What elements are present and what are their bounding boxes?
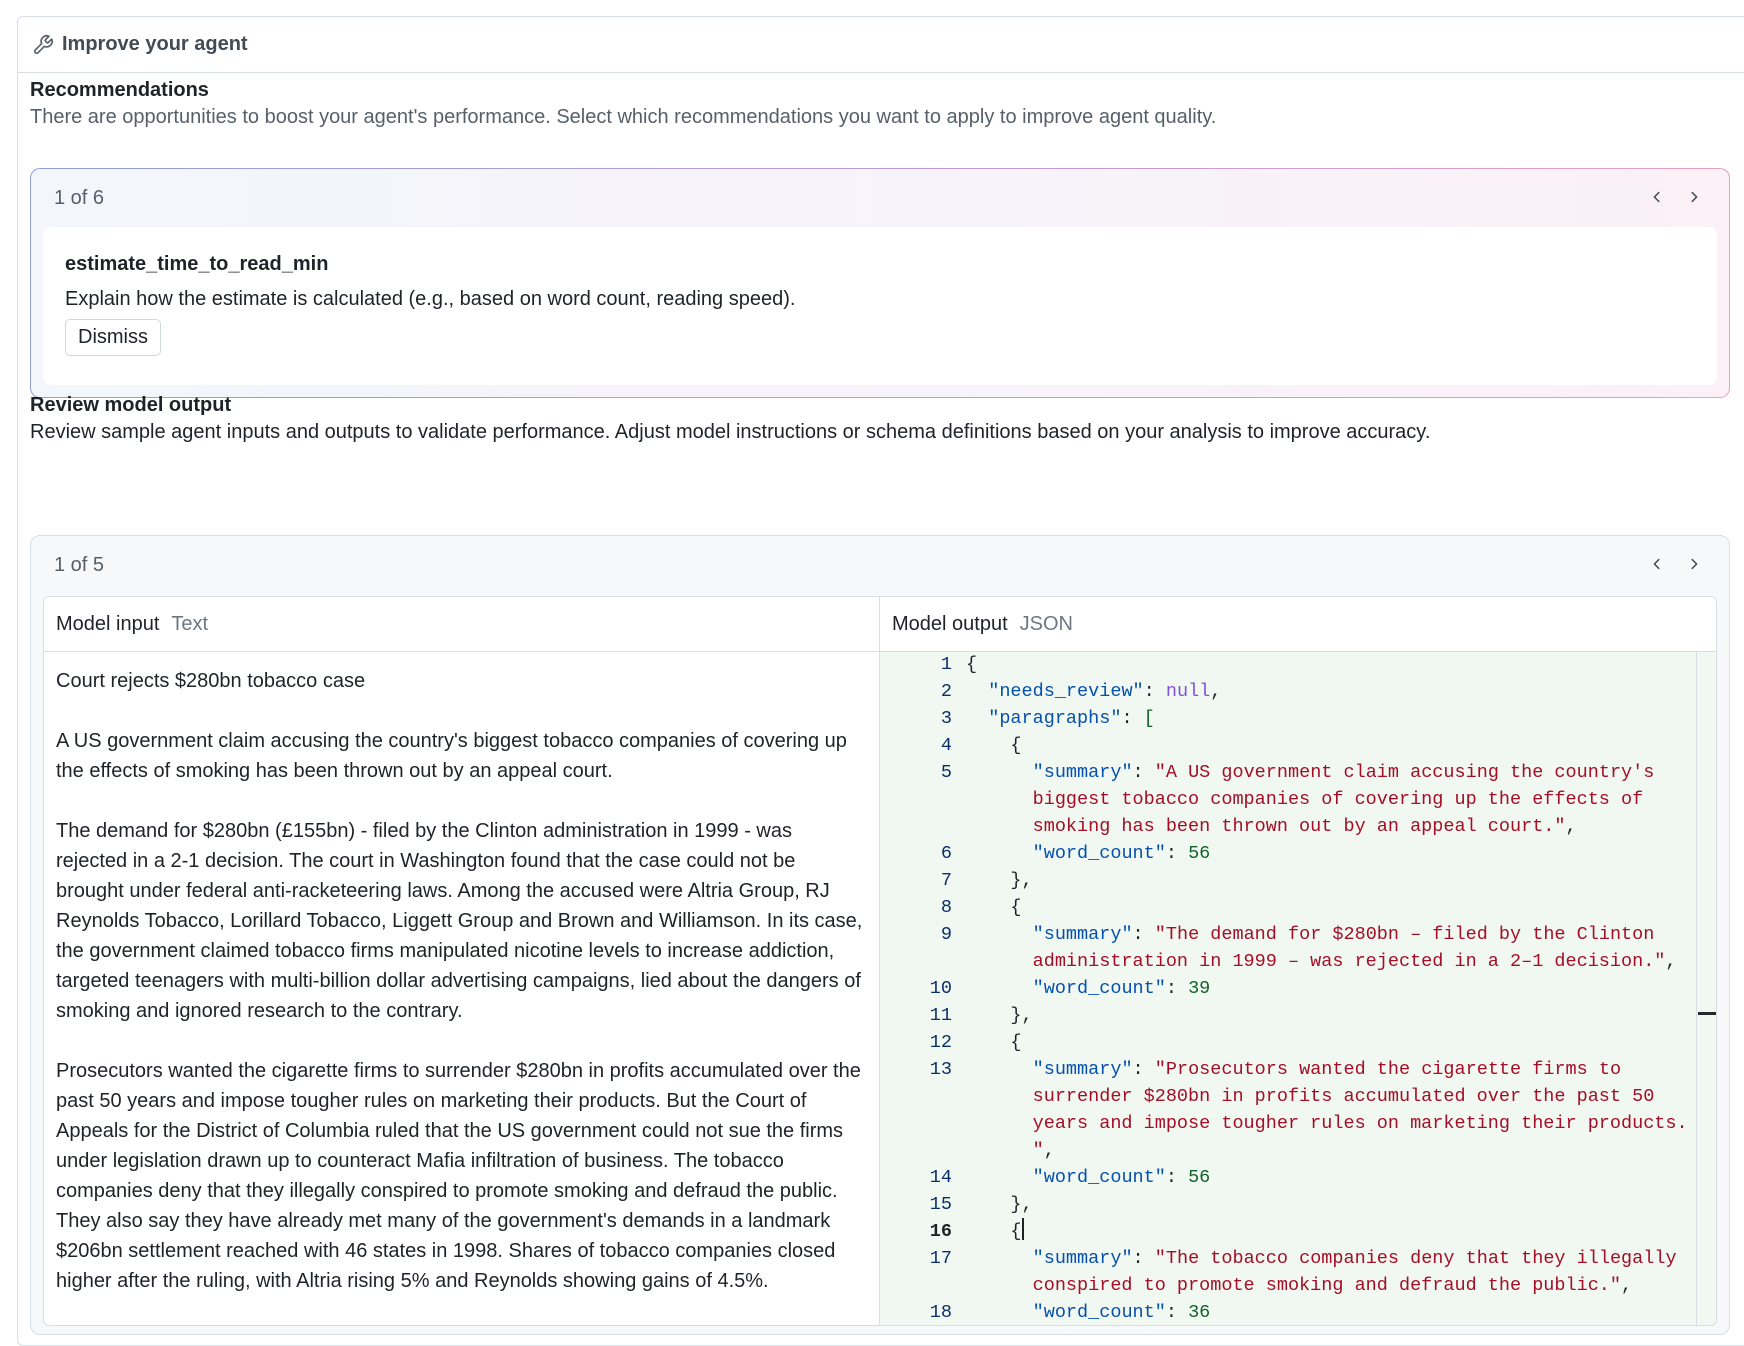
code-token: [966, 978, 1033, 999]
code-token: ,: [1621, 1275, 1633, 1296]
line-number: 13: [929, 1059, 952, 1080]
code-token: [966, 681, 988, 702]
code-token: :: [1165, 978, 1189, 999]
code-token: smoking has been thrown out by an appeal court.": [966, 816, 1566, 837]
code-text: [952, 759, 1654, 786]
chevron-right-icon: [1687, 190, 1701, 204]
line-number: 4: [940, 735, 952, 756]
line-number: 14: [929, 1167, 952, 1188]
code-text: [952, 948, 1677, 975]
code-token: "summary": [1032, 924, 1133, 945]
model-input-text[interactable]: [44, 652, 880, 1326]
code-line: [880, 948, 1688, 975]
code-text: [952, 705, 1155, 732]
code-line: [880, 1083, 1688, 1110]
code-token: 36: [1188, 1302, 1211, 1323]
input-paragraph: Court rejects $280bn tobacco case: [56, 670, 366, 692]
line-number: 18: [929, 1302, 952, 1323]
code-token: },: [966, 1005, 1033, 1026]
code-token: "summary": [1032, 1059, 1133, 1080]
code-token: administration in 1999 – was rejected in a 2–1 decision.": [966, 951, 1666, 972]
code-text: [952, 1245, 1677, 1272]
code-text: [952, 1164, 1210, 1191]
code-line: [880, 705, 1688, 732]
code-token: [966, 1302, 1033, 1323]
code-text: [952, 1137, 1055, 1164]
code-token: years and impose tougher rules on marketing their products.: [966, 1113, 1688, 1134]
code-token: "summary": [1032, 1248, 1133, 1269]
line-number: [880, 786, 952, 813]
review-description: Review sample agent inputs and outputs to validate performance. Adjust model instructions or schema definitions based on your analysis to improve accuracy.: [30, 421, 1431, 443]
code-token: conspired to promote smoking and defraud the public.": [966, 1275, 1622, 1296]
model-input-header: [44, 597, 880, 652]
code-token: "word_count": [1032, 978, 1166, 999]
code-token: [966, 1059, 1033, 1080]
line-number: 10: [929, 978, 952, 999]
code-text: [952, 867, 1033, 894]
code-text: [952, 786, 1643, 813]
code-line: [880, 1056, 1688, 1083]
code-token: ,: [1043, 1140, 1055, 1161]
code-line: [880, 1299, 1688, 1326]
line-number: 3: [940, 708, 952, 729]
code-token: "word_count": [1032, 1302, 1166, 1323]
code-token: ": [966, 1140, 1044, 1161]
code-token: "The demand for $280bn – filed by the Clinton: [1154, 924, 1655, 945]
code-line: [880, 759, 1688, 786]
recommendations-title: Recommendations: [30, 79, 209, 101]
recommendation-card: [30, 168, 1730, 398]
model-output-type: JSON: [1019, 612, 1073, 635]
line-number: [880, 1137, 952, 1164]
improve-agent-panel: [17, 16, 1744, 1346]
model-output-editor[interactable]: [880, 652, 1717, 1326]
input-paragraph: A US government claim accusing the country's biggest tobacco companies of covering up the effects of smoking has been thrown out by an appeal court.: [56, 730, 847, 782]
code-token: null: [1165, 681, 1211, 702]
line-number: 12: [929, 1032, 952, 1053]
review-card: [30, 535, 1730, 1335]
code-text: [952, 732, 1022, 759]
line-number: 11: [929, 1005, 952, 1026]
code-token: ,: [1210, 681, 1222, 702]
code-token: [: [1143, 708, 1155, 729]
code-line: [880, 921, 1688, 948]
recommendation-name: estimate_time_to_read_min: [65, 253, 329, 275]
code-text: [952, 1191, 1033, 1218]
line-number: 17: [929, 1248, 952, 1269]
chevron-right-icon: [1687, 557, 1701, 571]
code-token: {: [966, 654, 978, 675]
input-output-box: [43, 596, 1717, 1326]
code-token: biggest tobacco companies of covering up the effects of: [966, 789, 1644, 810]
panel-title: Improve your agent: [62, 33, 248, 55]
code-line: [880, 652, 1688, 678]
line-number: 2: [940, 681, 952, 702]
code-token: "A US government claim accusing the country's: [1154, 762, 1655, 783]
model-output-label: Model output: [892, 612, 1008, 635]
code-text: [952, 652, 977, 678]
model-output-header: [880, 597, 1717, 652]
code-token: :: [1165, 1302, 1189, 1323]
code-text: [952, 975, 1210, 1002]
line-number: 7: [940, 870, 952, 891]
code-token: {: [966, 1221, 1022, 1242]
code-line: [880, 1272, 1688, 1299]
code-text: [952, 921, 1654, 948]
code-text: [952, 894, 1022, 921]
json-code: [880, 652, 1688, 1326]
code-token: :: [1132, 1248, 1155, 1269]
code-token: :: [1143, 681, 1166, 702]
input-paragraph: Prosecutors wanted the cigarette firms to surrender $280bn in profits accumulated over the past 50 years and impose tougher rules on marketing their products. But the Court of Appeals for the District of Columbia ruled that the US government could not sue the firms under legislation drawn up to counteract Mafia infiltration of business. The tobacco companies deny that they illegally conspired to promote smoking and defraud the public. They also say they have already met many of the government's demands in a landmark $206bn settlement reached with 46 states in 1998. Shares of tobacco companies closed higher after the ruling, with Altria rising 5% and Reynolds showing gains of 4.5%.: [56, 1060, 861, 1292]
code-line: [880, 1218, 1688, 1245]
code-line: [880, 813, 1688, 840]
code-token: :: [1121, 708, 1144, 729]
code-token: [966, 924, 1033, 945]
code-token: "The tobacco companies deny that they illegally: [1154, 1248, 1677, 1269]
line-number: 9: [940, 924, 952, 945]
code-line: [880, 1191, 1688, 1218]
code-token: :: [1132, 762, 1155, 783]
code-line: [880, 1002, 1688, 1029]
line-number: [880, 813, 952, 840]
line-number: 8: [940, 897, 952, 918]
panel-header: [18, 17, 1744, 73]
code-line: [880, 975, 1688, 1002]
code-token: 39: [1188, 978, 1211, 999]
code-line: [880, 1029, 1688, 1056]
next-recommendation-button[interactable]: [1680, 183, 1707, 210]
code-token: [966, 762, 1033, 783]
code-token: surrender $280bn in profits accumulated over the past 50: [966, 1086, 1655, 1107]
code-token: ,: [1565, 816, 1577, 837]
code-token: [966, 843, 1033, 864]
code-text: [952, 1002, 1033, 1029]
line-number: 15: [929, 1194, 952, 1215]
code-text: [952, 678, 1221, 705]
previous-recommendation-button[interactable]: [1643, 183, 1670, 210]
code-text: [952, 1110, 1688, 1137]
input-paragraph: The demand for $280bn (£155bn) - filed by the Clinton administration in 1999 - was rejected in a 2-1 decision. The court in Washington found that the case could not be brought under federal anti-racketeering laws. Among the accused were Altria Group, RJ Reynolds Tobacco, Lorillard Tobacco, Liggett Group and Brown and Williamson. In its case, the government claimed tobacco firms manipulated nicotine levels to increase addiction, targeted teenagers with multi-billion dollar advertising campaigns, lied about the dangers of smoking and ignored research to the contrary.: [56, 820, 863, 1022]
line-number: [880, 1083, 952, 1110]
recommendation-body: [43, 227, 1717, 385]
code-token: "word_count": [1032, 843, 1166, 864]
code-text: [952, 1218, 1024, 1245]
scroll-marker: [1698, 1012, 1716, 1015]
recommendation-pager: [1643, 183, 1707, 210]
code-text: [952, 1083, 1654, 1110]
previous-sample-button[interactable]: [1643, 550, 1670, 577]
code-line: [880, 1110, 1688, 1137]
code-token: {: [966, 1032, 1022, 1053]
code-line: [880, 1245, 1688, 1272]
code-line: [880, 894, 1688, 921]
dismiss-button[interactable]: Dismiss: [65, 319, 161, 356]
code-token: },: [966, 1194, 1033, 1215]
line-number: 5: [940, 762, 952, 783]
code-line: [880, 786, 1688, 813]
line-number: 16: [929, 1221, 952, 1242]
line-number: [880, 948, 952, 975]
code-token: [966, 1248, 1033, 1269]
code-line: [880, 840, 1688, 867]
code-token: {: [966, 735, 1022, 756]
code-line: [880, 867, 1688, 894]
code-token: [966, 1167, 1033, 1188]
code-token: 56: [1188, 843, 1211, 864]
code-token: "needs_review": [988, 681, 1144, 702]
code-text: [952, 1056, 1621, 1083]
code-line: [880, 1164, 1688, 1191]
wrench-icon: [32, 34, 54, 56]
code-token: :: [1165, 1167, 1189, 1188]
recommendation-counter: 1 of 6: [54, 187, 105, 209]
chevron-left-icon: [1650, 557, 1664, 571]
code-token: {: [966, 897, 1022, 918]
code-line: [880, 678, 1688, 705]
code-text: [952, 813, 1577, 840]
review-pager: [1643, 550, 1707, 577]
code-line: [880, 732, 1688, 759]
chevron-left-icon: [1650, 190, 1664, 204]
code-text: [952, 1029, 1022, 1056]
line-number: 1: [940, 654, 952, 675]
recommendation-text: Explain how the estimate is calculated (e.g., based on word count, reading speed).: [65, 288, 796, 310]
line-number: [880, 1272, 952, 1299]
line-number: 6: [940, 843, 952, 864]
next-sample-button[interactable]: [1680, 550, 1707, 577]
model-input-type: Text: [171, 612, 209, 635]
code-text: [952, 1299, 1210, 1326]
code-token: 56: [1188, 1167, 1211, 1188]
code-token: ,: [1665, 951, 1677, 972]
code-token: [966, 708, 988, 729]
review-title: Review model output: [30, 394, 232, 416]
recommendations-description: There are opportunities to boost your agent's performance. Select which recommendations you want to apply to improve agent quality.: [30, 106, 1217, 128]
code-text: [952, 1272, 1632, 1299]
code-token: "Prosecutors wanted the cigarette firms to: [1154, 1059, 1622, 1080]
editor-scrollbar[interactable]: [1696, 652, 1717, 1326]
code-token: "summary": [1032, 762, 1133, 783]
code-token: "word_count": [1032, 1167, 1166, 1188]
code-text: [952, 840, 1210, 867]
code-token: "paragraphs": [988, 708, 1122, 729]
text-cursor: [1022, 1218, 1024, 1240]
line-number: [880, 1110, 952, 1137]
model-input-label: Model input: [56, 612, 160, 635]
code-token: :: [1132, 924, 1155, 945]
code-token: },: [966, 870, 1033, 891]
code-token: :: [1132, 1059, 1155, 1080]
code-token: :: [1165, 843, 1189, 864]
review-counter: 1 of 5: [54, 554, 105, 576]
code-line: [880, 1137, 1688, 1164]
